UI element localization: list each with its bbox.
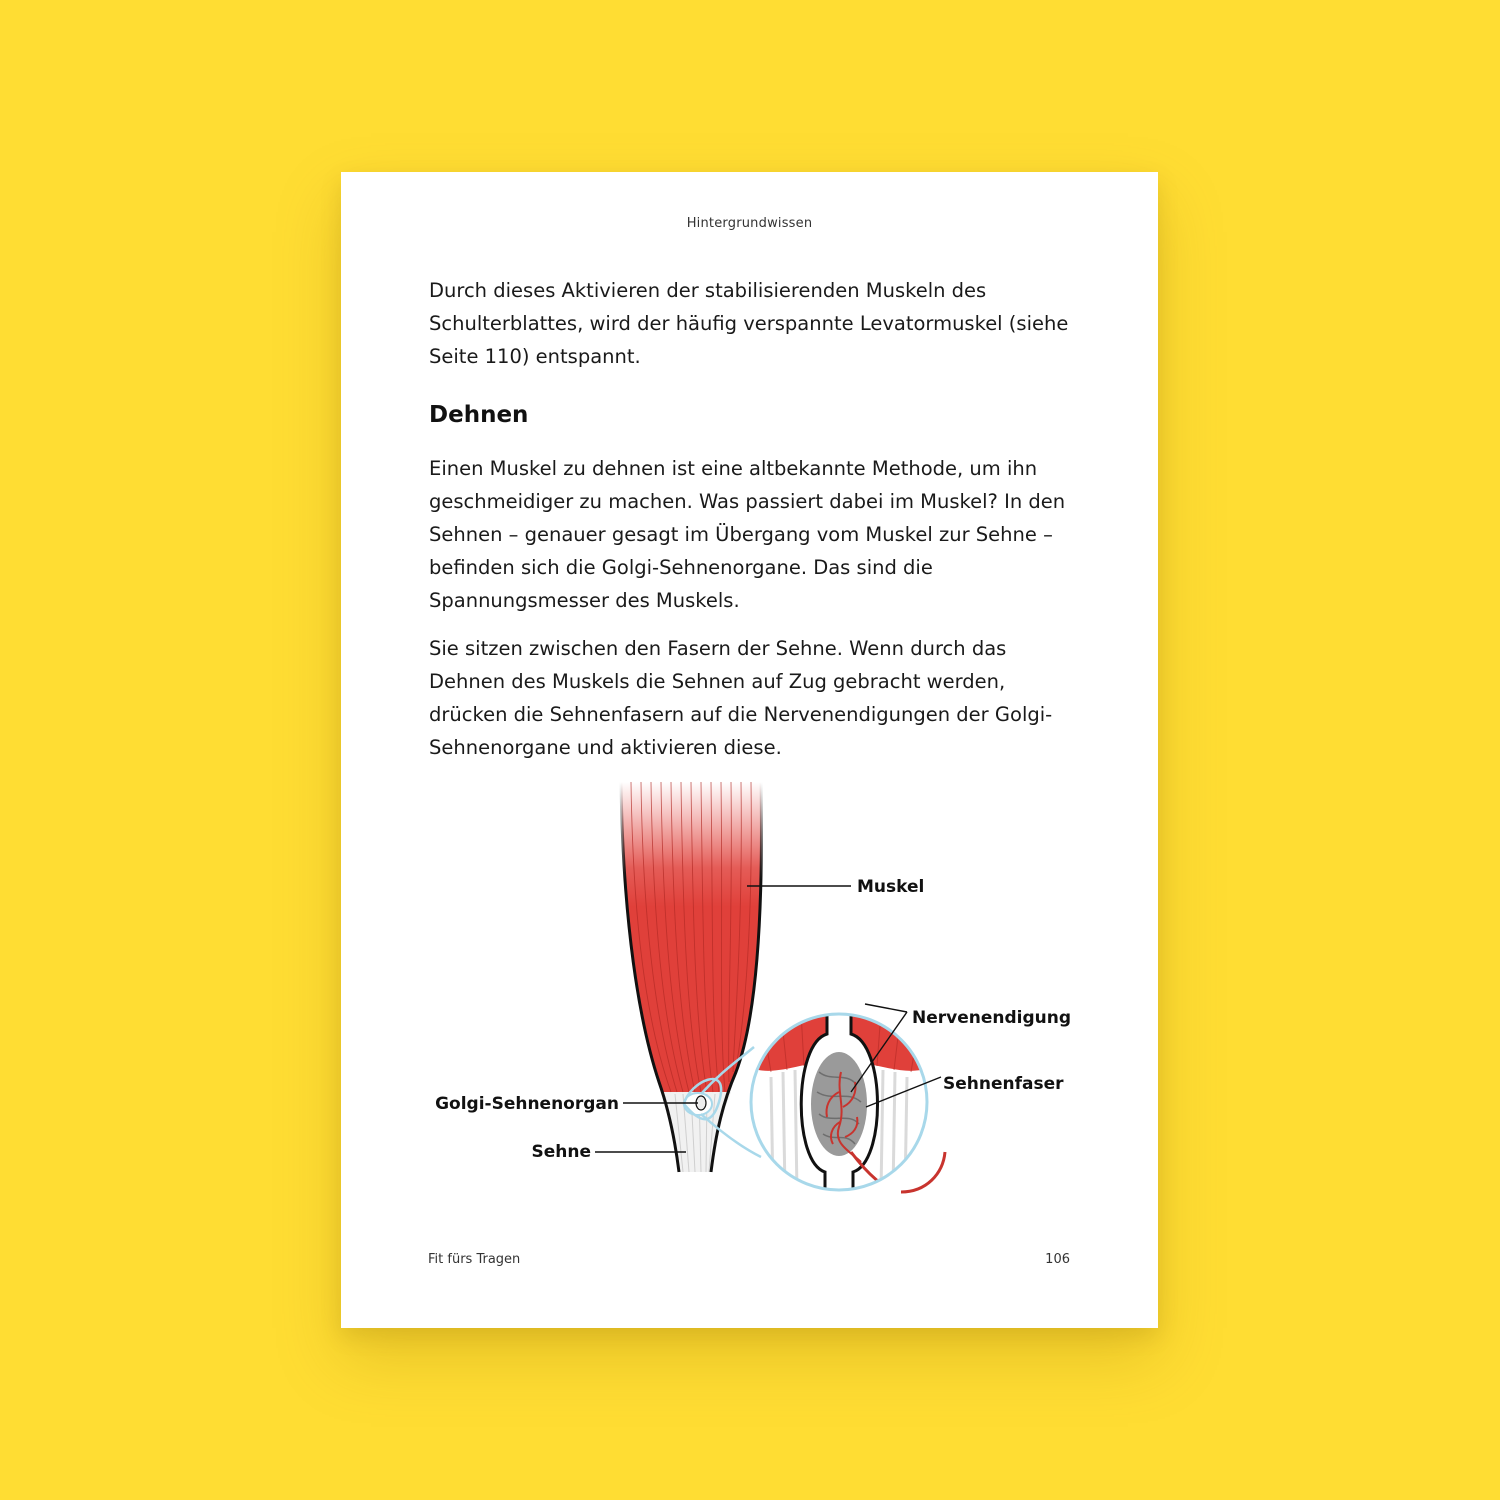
paragraph-dehnen-1 xyxy=(429,452,1069,617)
label-muskel: Muskel xyxy=(857,877,925,897)
paragraph-dehnen-1-text: Einen Muskel zu dehnen ist eine altbekannte Methode, um ihn geschmeidiger zu machen. Was passiert dabei im Muskel? In den Sehnen – genauer gesagt im Übergang vom Muskel zur Sehne – befinden sich die Golgi-Sehnenorgane. Das sind die Spannungsmesser des Muskels. xyxy=(429,457,1066,612)
section-heading: Dehnen xyxy=(429,402,529,428)
label-golgi-sehnenorgan: Golgi-Sehnenorgan xyxy=(435,1094,619,1114)
running-head: Hintergrundwissen xyxy=(686,216,813,231)
paragraph-dehnen-2-text: Sie sitzen zwischen den Fasern der Sehne. Wenn durch das Dehnen des Muskels die Sehnen auf Zug gebracht werden, drücken die Sehnenfasern auf die Nervenendigungen der Golgi-Sehnenorgane und aktivieren diese. xyxy=(429,637,1053,759)
paragraph-dehnen-2 xyxy=(429,632,1069,764)
book-page xyxy=(341,172,1158,1328)
zoom-detail xyxy=(741,1012,945,1192)
muscle-tendon-illustration xyxy=(341,772,1158,1212)
paragraph-intro xyxy=(429,274,1069,373)
page-number: 106 xyxy=(1045,1252,1070,1267)
label-sehne: Sehne xyxy=(531,1142,591,1162)
label-nervenendigung: Nervenendigung xyxy=(912,1008,1072,1028)
label-sehnenfaser: Sehnenfaser xyxy=(943,1074,1064,1094)
paragraph-intro-text: Durch dieses Aktivieren der stabilisierenden Muskeln des Schulterblattes, wird der häufig verspannte Levatormuskel (siehe Seite 110) entspannt. xyxy=(429,279,1069,368)
leader-nerv-a xyxy=(865,1004,907,1012)
footer-book-title: Fit fürs Tragen xyxy=(428,1252,521,1267)
